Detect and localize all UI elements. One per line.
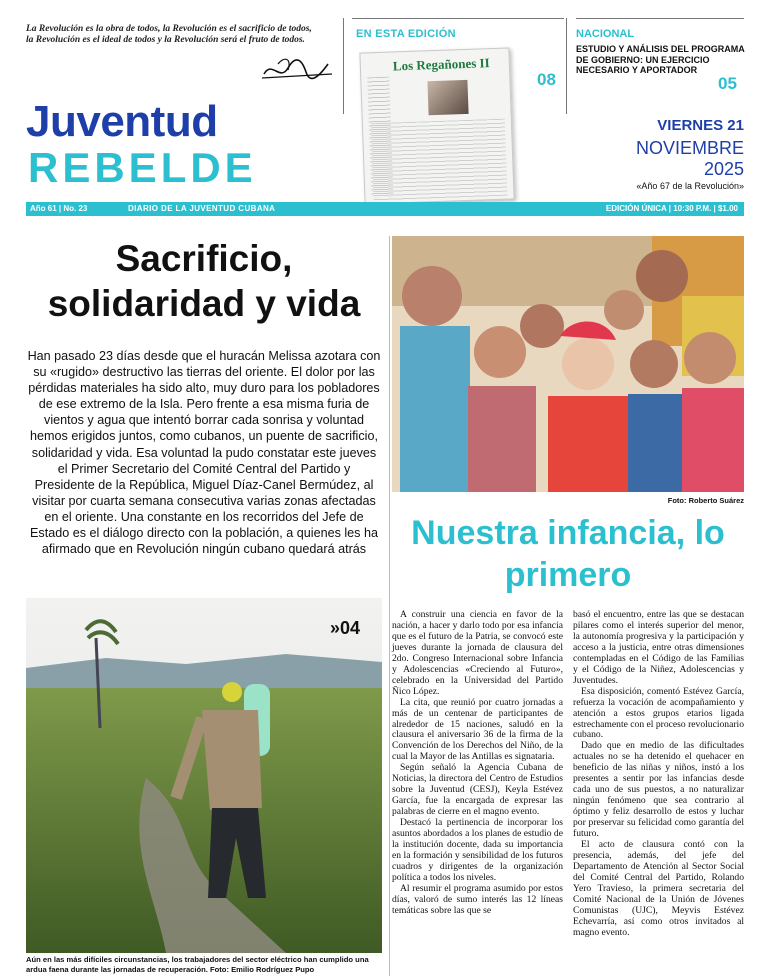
paragraph: basó el encuentro, entre las que se destacan pilares como el interés superior del menor, la autonomía progresiva y la participación y acceso a la justicia, entre otras dimensiones contempladas en el Código de las Familias y el Código de la Niñez, Adolescencias y Juventudes. [573,609,744,686]
date-day: VIERNES 21 [657,117,744,134]
thumbnail-text [371,119,508,202]
section-label: NACIONAL [576,28,635,40]
lead-body: Han pasado 23 días desde que el huracán Melissa azotara con su «rugido» destructivo las tierras del oriente. El dolor por las pérdidas materiales ha sido alto, muy duro para los pobladores de ese extremo de la Isla. Pero frente a esa misma furia de vientos y agua que intentó borrar cada sonrisa y voluntad hemos erigidos juntos, como cubanos, un puente de sacrificio, solidaridad y vida. Esa voluntad la pudo constatar este jueves el Primer Secretario del Comité Central del Partido y Presidente de la República, Miguel Díaz-Canel Bermúdez, al visitar por cuarta semana consecutiva varias zonas afectadas en el oriente. Una constante en los recorridos del Jefe de Estado es el diálogo directo con la población, a quienes les ha afirmado que en Revolución ningún cubano quedará atrás [27,349,381,557]
edition-info: EDICIÓN ÚNICA | 10:30 P.M. | $1.00 [605,204,738,213]
thumbnail-title: Los Regañones II [392,55,490,74]
header-divider [343,18,344,114]
paragraph: Destacó la pertinencia de incorporar los asuntos abordados a los planes de estudio de la institución docente, dada su importancia en la formación y sensibilidad de los futuros cuadros y dirigentes de la organización política a todos los niveles. [392,817,563,883]
children-photo [392,236,744,492]
masthead-motto: La Revolución es la obra de todos, la Revolución es el sacrificio de todos, la Revolución es el ideal de todos y la Revolución será el fruto de todos. [26,24,312,45]
edition-label: EN ESTA EDICIÓN [356,28,456,40]
header-divider [566,18,567,114]
paragraph: Al resumir el programa asumido por estos días, valoró de sumo interés las 12 líneas temáticas sobre las que se [392,882,563,916]
year-motto: «Año 67 de la Revolución» [636,181,744,191]
lead-photo-caption: Aún en las más difíciles circunstancias, los trabajadores del sector eléctrico han cumplido una ardua faena durante las jornadas de recuperación. Foto: Emilio Rodríguez Pupo [26,955,369,974]
edition-page-number: 08 [537,70,556,89]
edition-thumbnail[interactable] [359,47,514,204]
paragraph: La cita, que reunió por cuatro jornadas a más de un centenar de participantes de alrededor de 15 naciones, saludó en la clausura el aniversario 36 de la firma de la Convención de los Derechos del Niño, de la cual la Mayor de las Antillas es signataria. [392,696,563,763]
article-column-1 [392,610,563,917]
logo-juventud: Juventud [26,97,218,146]
second-headline[interactable]: Nuestra infancia, lo primero [411,514,725,594]
paragraph: El acto de clausura contó con la presencia, además, del jefe del Departamento de Atención al Sector Social del Comité Central del Partido, Rolando Yero Travieso, la primera secretaria del Comité Nacional de la Unión de Jóvenes Comunistas (UJC), Meyvis Estévez Echevarría, así como otros invitados al magno evento. [573,839,744,938]
issue-band [26,202,744,216]
column-divider [389,236,390,976]
signature-image [258,52,338,86]
thumbnail-photo [427,80,468,115]
paper-tagline: DIARIO DE LA JUVENTUD CUBANA [128,204,276,213]
electric-workers-photo [26,598,382,953]
date-year: 2025 [703,159,744,179]
date-month: NOVIEMBRE [635,138,744,158]
section-page-number: 05 [718,74,737,93]
paragraph: Dado que en medio de las dificultades actuales no se ha detenido el quehacer en beneficio de las niñas y niños, instó a los presentes a sentir por las infancias desde cada uno de sus puestos, a no naturalizar ningún fenómeno que sea contrario al óptimo y feliz desarrollo de estos y luchar por preservar su felicidad como garantía del futuro. [573,740,744,840]
paragraph: A construir una ciencia en favor de la nación, a hacer y darlo todo por esa infancia que es el futuro de la Patria, se convocó este jueves durante la jornada de clausura del 2do. Congreso Internacional sobre Infancia y Adolescencias «Creciendo al Futuro», celebrado en la Universidad del Partido Ñico López. [392,609,563,697]
paragraph: Según señaló la Agencia Cubana de Noticias, la directora del Centro de Estudios sobre la Juventud (CESJ), Keyla Estévez García, fue la encargada de expresar las palabras de cierre en el magno evento. [392,762,563,818]
article-column-2 [573,610,744,939]
section-teaser-title[interactable]: ESTUDIO Y ANÁLISIS DEL PROGRAMA DE GOBIERNO: UN EJERCICIO NECESARIO Y APORTADOR [576,44,745,75]
paragraph: Esa disposición, comentó Estévez García, refuerza la vocación de acompañamiento y atención a estos grupos etarios ligada estrechamente con el proceso revolucionario cubano. [573,685,745,741]
lead-headline[interactable]: Sacrificio, solidaridad y vida [47,238,361,324]
header-rule [352,18,564,19]
issue-number: Año 61 | No. 23 [30,204,88,213]
lead-page-ref[interactable]: »04 [330,618,361,638]
photo-credit: Foto: Roberto Suárez [667,496,744,505]
header-rule [576,18,744,19]
logo-rebelde: REBELDE [28,144,257,191]
